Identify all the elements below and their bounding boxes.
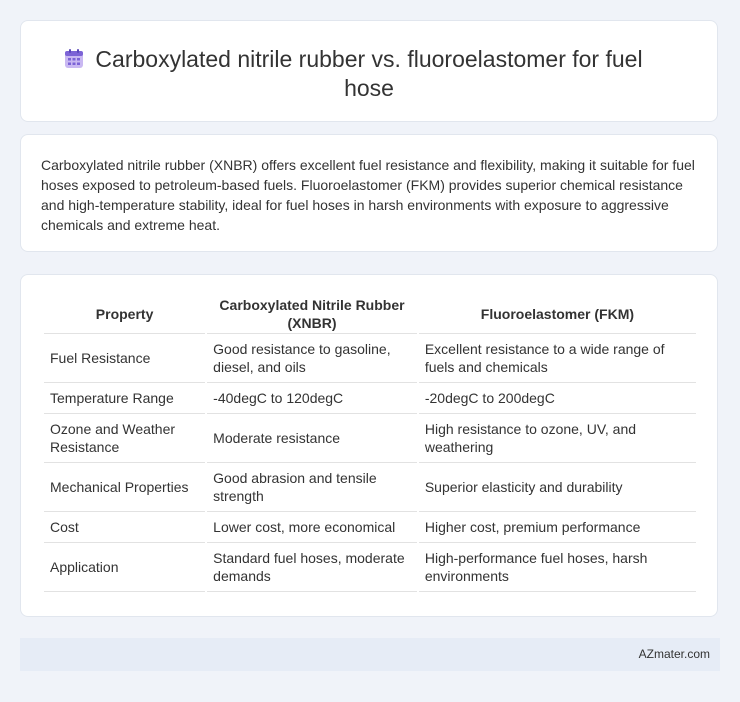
table-cell: Application	[44, 543, 205, 592]
table-row	[44, 334, 696, 383]
table-cell: Excellent resistance to a wide range of fuels and chemicals	[419, 334, 696, 383]
intro-card	[20, 134, 718, 252]
table-row	[44, 463, 696, 512]
footer-site-label: AZmater.com	[638, 647, 710, 661]
table-cell: -40degC to 120degC	[207, 383, 417, 414]
table-cell: High resistance to ozone, UV, and weathering	[419, 414, 696, 463]
table-row	[44, 543, 696, 592]
table-row	[44, 383, 696, 414]
table-header-row	[44, 295, 696, 334]
table-cell: Lower cost, more economical	[207, 512, 417, 543]
header-property: Property	[44, 295, 205, 334]
table-cell: Ozone and Weather Resistance	[44, 414, 205, 463]
table-cell: Good resistance to gasoline, diesel, and oils	[207, 334, 417, 383]
footer-bar	[20, 638, 720, 671]
table-cell: Temperature Range	[44, 383, 205, 414]
table-cell: Moderate resistance	[207, 414, 417, 463]
table-cell: Mechanical Properties	[44, 463, 205, 512]
page-title: Carboxylated nitrile rubber vs. fluoroelastomer for fuel hose	[95, 46, 643, 101]
table-cell: Cost	[44, 512, 205, 543]
table-row	[44, 414, 696, 463]
table-cell: -20degC to 200degC	[419, 383, 696, 414]
intro-paragraph: Carboxylated nitrile rubber (XNBR) offers excellent fuel resistance and flexibility, making it suitable for fuel hoses exposed to petroleum-based fuels. Fluoroelastomer (FKM) provides superior chemical resistance and high-temperature stability, ideal for fuel hoses in harsh environments with exposure to aggressive chemicals and extreme heat.	[41, 157, 695, 233]
table-row	[44, 512, 696, 543]
comparison-table	[42, 295, 698, 592]
header-xnbr: Carboxylated Nitrile Rubber (XNBR)	[207, 295, 417, 334]
table-cell: Higher cost, premium performance	[419, 512, 696, 543]
header-fkm: Fluoroelastomer (FKM)	[419, 295, 696, 334]
table-cell: Superior elasticity and durability	[419, 463, 696, 512]
table-cell: High-performance fuel hoses, harsh environments	[419, 543, 696, 592]
table-cell: Fuel Resistance	[44, 334, 205, 383]
table-cell: Good abrasion and tensile strength	[207, 463, 417, 512]
comparison-card	[20, 274, 718, 617]
table-cell: Standard fuel hoses, moderate demands	[207, 543, 417, 592]
title-card	[20, 20, 718, 122]
